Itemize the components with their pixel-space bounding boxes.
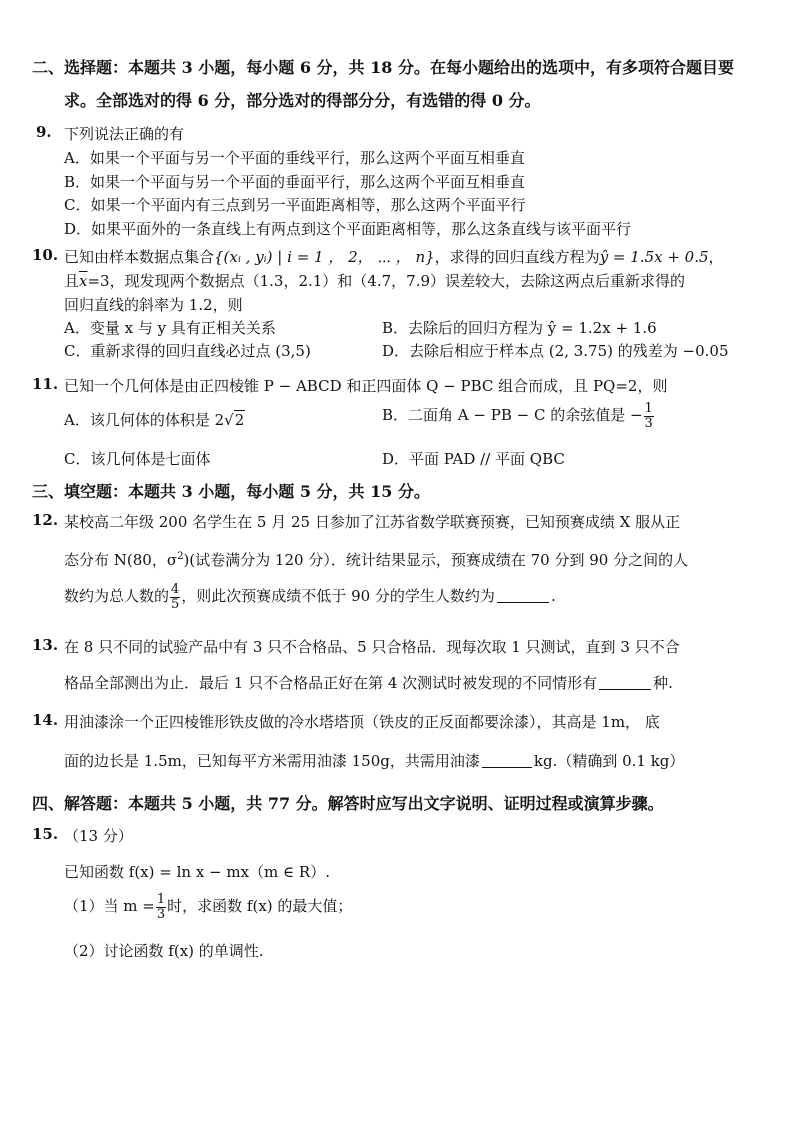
q15-score: （13 分） xyxy=(64,827,133,845)
q13-line2-text-a: 格品全部测出为止．最后 1 只不合格品正好在第 4 次测试时被发现的不同情形有 xyxy=(64,674,598,692)
fraction-numerator: 1 xyxy=(644,401,653,416)
q12-answer-blank[interactable] xyxy=(497,601,549,603)
q11-option-b xyxy=(382,402,655,430)
q14-number: 14. xyxy=(32,711,59,729)
q9-option-a: A．如果一个平面与另一个平面的垂线平行，那么这两个平面互相垂直 xyxy=(64,149,525,167)
q15-part1-text-b: 时，求函数 f(x) 的最大值； xyxy=(167,897,353,916)
q10-line1 xyxy=(64,246,724,267)
q15-part1-text-a: （1）当 m = xyxy=(64,897,155,916)
q10-line1-text-b: ，求得的回归直线方程为 xyxy=(434,248,600,266)
q9-number: 9. xyxy=(36,123,52,141)
q13-answer-blank[interactable] xyxy=(599,688,651,690)
q15-part1 xyxy=(64,893,352,921)
q13-number: 13. xyxy=(32,636,59,654)
q15-part1-fraction xyxy=(156,893,166,921)
q10-option-d: D．去除后相应于样本点 (2, 3.75) 的残差为 −0.05 xyxy=(382,342,729,360)
q12-line2-text-a: 态分布 N(80，σ xyxy=(64,551,178,569)
q12-line3-text-b: ，则此次预赛成绩不低于 90 分的学生人数约为 xyxy=(181,587,495,606)
q11-option-b-text: B．二面角 A − PB − C 的余弦值是 − xyxy=(382,406,643,425)
q10-line2-text-b: =3，现发现两个数据点（1.3，2.1）和（4.7，7.9）误差较大，去除这两点后重新求得的 xyxy=(87,272,686,290)
q11-option-a-radicand: 2 xyxy=(234,411,245,429)
q14-line1: 用油漆涂一个正四棱锥形铁皮做的冷水塔塔顶（铁皮的正反面都要涂漆），其高是 1m， 底 xyxy=(64,713,660,731)
q13-line2 xyxy=(64,672,673,693)
fraction-denominator: 3 xyxy=(156,906,166,922)
fraction-numerator: 4 xyxy=(171,582,180,597)
q11-option-c: C．该几何体是七面体 xyxy=(64,450,211,468)
fraction-denominator: 3 xyxy=(644,415,653,431)
q10-regression-eq: ŷ = 1.5x + 0.5 xyxy=(599,248,709,266)
q12-fraction xyxy=(170,583,180,611)
q12-line1: 某校高二年级 200 名学生在 5 月 25 日参加了江苏省数学联赛预赛，已知预赛成绩 X 服从正 xyxy=(64,513,681,531)
q11-number: 11. xyxy=(32,375,59,393)
q15-given: 已知函数 f(x) = ln x − mx（m ∈ R）. xyxy=(64,863,330,881)
q9-option-b: B．如果一个平面与另一个平面的垂面平行，那么这两个平面互相垂直 xyxy=(64,173,526,191)
q12-sigma-exponent: 2 xyxy=(177,551,184,562)
q10-line2 xyxy=(64,270,685,291)
section-3-heading: 三、填空题：本题共 3 小题，每小题 5 分，共 15 分。 xyxy=(32,482,430,501)
q14-line2-text-b: kg.（精确到 0.1 kg） xyxy=(533,752,685,770)
q12-line3-text-a: 数约为总人数的 xyxy=(64,587,170,606)
q9-stem: 下列说法正确的有 xyxy=(64,125,185,143)
sqrt-symbol: √2 xyxy=(224,411,245,429)
q10-option-b: B．去除后的回归方程为 ŷ = 1.2x + 1.6 xyxy=(382,319,657,337)
q12-number: 12. xyxy=(32,511,59,529)
q11-stem: 已知一个几何体是由正四棱锥 P − ABCD 和正四面体 Q − PBC 组合而成，且 PQ=2，则 xyxy=(64,377,668,395)
q10-option-c: C．重新求得的回归直线必过点 (3,5) xyxy=(64,342,311,360)
q12-line2 xyxy=(64,549,688,570)
q9-option-d: D．如果平面外的一条直线上有两点到这个平面距离相等，那么这条直线与该平面平行 xyxy=(64,220,632,238)
q10-option-a: A．变量 x 与 y 具有正相关关系 xyxy=(64,319,276,337)
fraction-denominator: 5 xyxy=(171,596,180,612)
q10-line1-text-c: ， xyxy=(708,248,724,266)
q12-line2-text-b: )(试卷满分为 120 分）．统计结果显示，预赛成绩在 70 分到 90 分之间的人 xyxy=(183,551,689,569)
q13-line2-text-b: 种. xyxy=(653,674,673,692)
q9-option-c: C．如果一个平面内有三点到另一平面距离相等，那么这两个平面平行 xyxy=(64,196,526,214)
fraction-numerator: 1 xyxy=(156,892,166,907)
q11-option-a-text: A．该几何体的体积是 2 xyxy=(64,411,225,429)
q14-line2-text-a: 面的边长是 1.5m，已知每平方米需用油漆 150g，共需用油漆 xyxy=(64,752,480,770)
q10-line1-text-a: 已知由样本数据点集合 xyxy=(64,248,215,266)
q14-answer-blank[interactable] xyxy=(482,766,532,768)
q11-option-d: D．平面 PAD // 平面 QBC xyxy=(382,450,565,468)
q15-number: 15. xyxy=(32,825,59,843)
q10-line2-text-a: 且 xyxy=(64,272,80,290)
section-4-heading: 四、解答题：本题共 5 小题，共 77 分。解答时应写出文字说明、证明过程或演算步骤。 xyxy=(32,794,664,813)
q12-line3-text-c: . xyxy=(550,587,556,606)
q10-line3: 回归直线的斜率为 1.2，则 xyxy=(64,296,243,314)
q12-line3 xyxy=(64,583,556,611)
q13-line1: 在 8 只不同的试验产品中有 3 只不合格品、5 只合格品．现每次取 1 只测试，直到 3 只不合 xyxy=(64,638,680,656)
q14-line2 xyxy=(64,750,684,771)
q10-sample-set: {(xᵢ , yᵢ) | i = 1 ， 2， ⋯ ， n} xyxy=(214,248,435,266)
section-2-heading-line1: 二、选择题：本题共 3 小题，每小题 6 分，共 18 分。在每小题给出的选项中，有多项符合题目要 xyxy=(32,58,734,77)
section-2-heading-line2: 求。全部选对的得 6 分，部分选对的得部分分，有选错的得 0 分。 xyxy=(64,91,541,110)
q15-part2: （2）讨论函数 f(x) 的单调性. xyxy=(64,942,264,960)
q11-option-b-fraction xyxy=(644,402,654,430)
q11-option-a xyxy=(64,409,245,430)
q10-x-bar: $\overline{x}$ xyxy=(79,272,88,290)
q10-number: 10. xyxy=(32,246,59,264)
